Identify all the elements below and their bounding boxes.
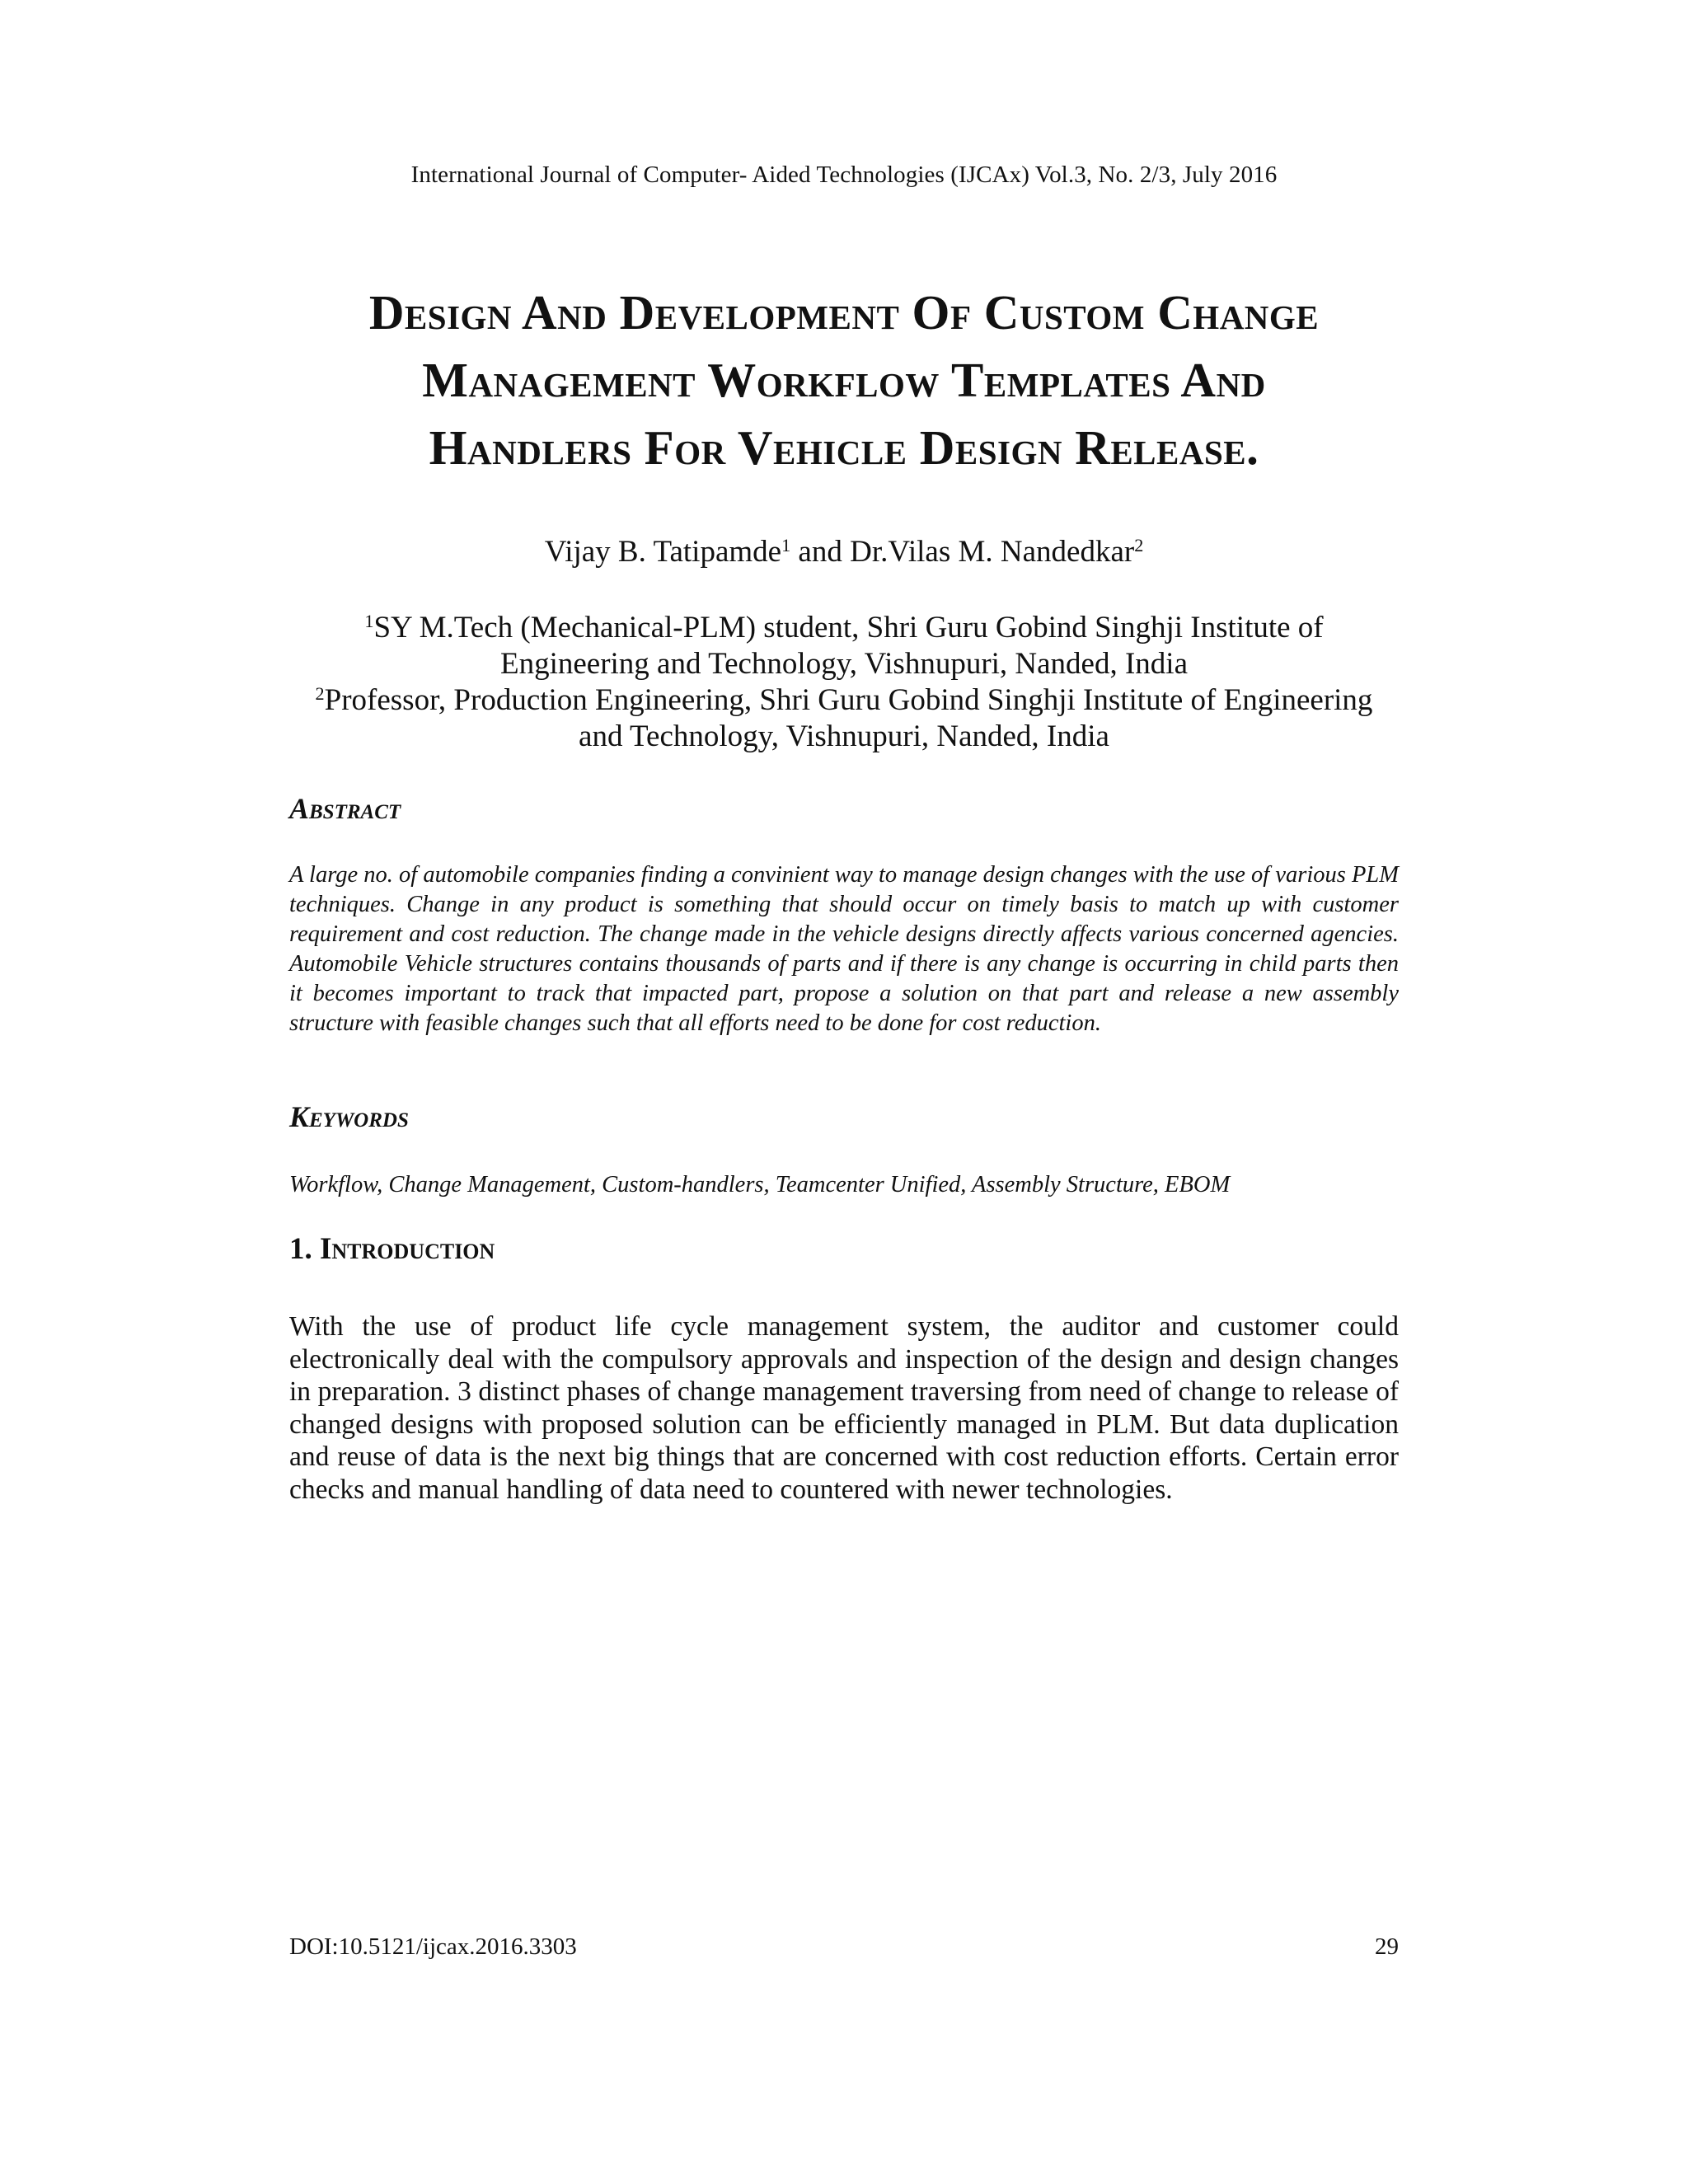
introduction-body: With the use of product life cycle management system, the auditor and customer could electronically deal with the compulsory approvals and inspection of the design and design changes in preparation. 3 distinct phases of change management traversing from need of change to release of changed designs with proposed solution can be efficiently managed in PLM. But data duplication and reuse of data is the next big things that are concerned with cost reduction efforts. Certain error checks and manual handling of data need to countered with newer technologies. bbox=[289, 1311, 1399, 1505]
affiliation-1-line-1 bbox=[247, 610, 1441, 646]
title-line-1: Design And Development Of Custom Change bbox=[368, 285, 1320, 340]
author-1-mark: 1 bbox=[781, 534, 791, 555]
affiliation-2-mark: 2 bbox=[315, 682, 325, 704]
author-2-mark: 2 bbox=[1134, 534, 1144, 555]
footer-doi: DOI:10.5121/ijcax.2016.3303 bbox=[289, 1933, 577, 1960]
affiliations bbox=[247, 610, 1441, 755]
title-line-2: Management Workflow Templates And bbox=[422, 353, 1266, 407]
affiliation-1-line-2: Engineering and Technology, Vishnupuri, Nanded, India bbox=[499, 647, 1189, 681]
page-number: 29 bbox=[1375, 1933, 1399, 1960]
author-2: Dr.Vilas M. Nandedkar bbox=[850, 535, 1135, 569]
author-joiner: and bbox=[790, 535, 851, 569]
keywords-heading: Keywords bbox=[289, 1100, 409, 1133]
title-line-3: Handlers For Vehicle Design Release. bbox=[429, 420, 1259, 475]
affiliation-1-text: SY M.Tech (Mechanical-PLM) student, Shri Guru Gobind Singhji Institute of bbox=[373, 611, 1324, 644]
paper-title bbox=[247, 279, 1441, 481]
abstract-body: A large no. of automobile companies finding a convinient way to manage design changes with the use of various PLM techniques. Change in any product is something that should occur on timely basis to match up with customer requirement and cost reduction. The change made in the vehicle designs directly affects various concerned agencies. Automobile Vehicle structures contains thousands of parts and if there is any change is occurring in child parts then it becomes important to track that impacted part, propose a solution on that part and release a new assembly structure with feasible changes such that all efforts need to be done for cost reduction. bbox=[289, 862, 1399, 1036]
abstract-heading: Abstract bbox=[289, 792, 401, 825]
keywords-body: Workflow, Change Management, Custom-handlers, Teamcenter Unified, Assembly Structure, EBOM bbox=[289, 1172, 1231, 1197]
affiliation-2-text: Professor, Production Engineering, Shri Guru Gobind Singhji Institute of Engineering bbox=[324, 683, 1373, 717]
affiliation-1-mark: 1 bbox=[364, 610, 374, 631]
author-list bbox=[0, 534, 1688, 569]
affiliation-2-line-1 bbox=[247, 682, 1441, 719]
affiliation-2-line-2: and Technology, Vishnupuri, Nanded, India bbox=[579, 719, 1109, 753]
journal-header: International Journal of Computer- Aided Technologies (IJCAx) Vol.3, No. 2/3, July 2016 bbox=[410, 162, 1278, 188]
introduction-heading: 1. Introduction bbox=[289, 1232, 495, 1266]
author-1: Vijay B. Tatipamde bbox=[544, 535, 782, 569]
